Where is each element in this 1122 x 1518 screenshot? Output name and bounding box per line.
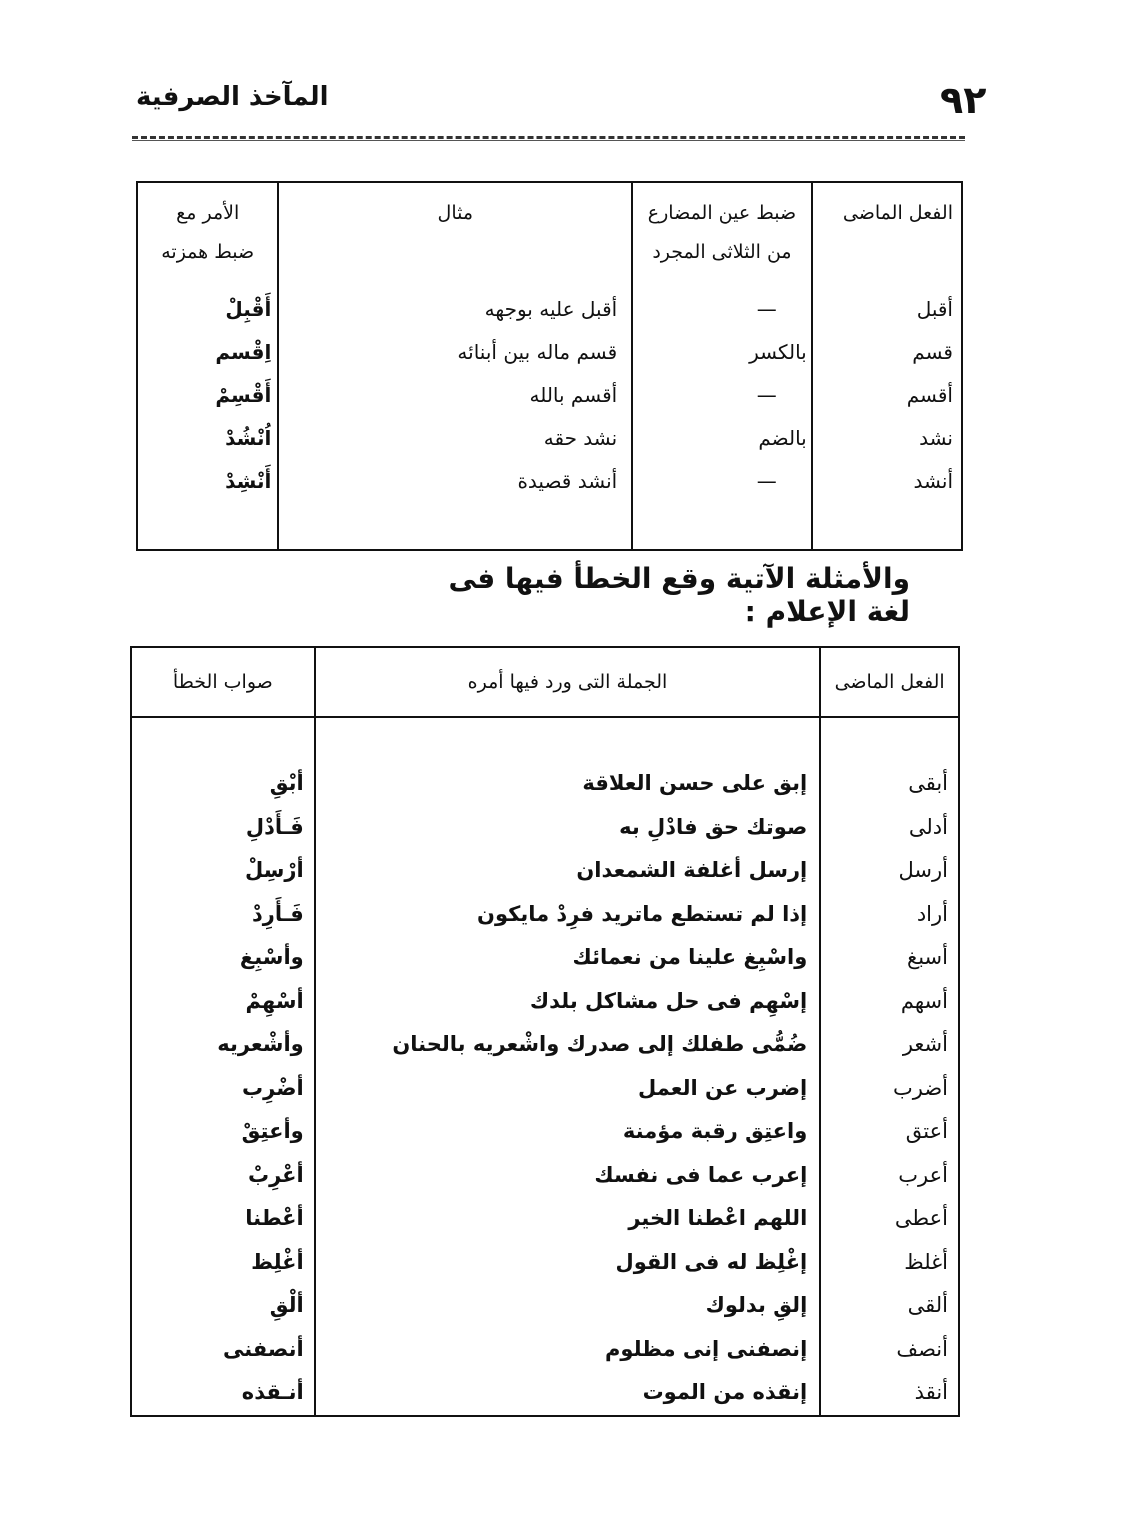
table-row: أرسل xyxy=(898,858,948,882)
table-row: فَـأَرِدْ xyxy=(252,901,304,926)
sentence-column xyxy=(315,717,821,1416)
table-row: إنصفنى إنى مظلوم xyxy=(605,1336,808,1361)
table-row: ألْقِ xyxy=(269,1293,304,1317)
table-row: أغْلِظ xyxy=(251,1249,304,1274)
table-row: أنقذ xyxy=(914,1380,948,1404)
errors-table xyxy=(130,646,960,1417)
table-row: أَقْبِلْ xyxy=(225,297,272,322)
table-row: أرْسِلْ xyxy=(245,858,304,882)
table-header-row xyxy=(131,647,959,717)
table-row: إرسل أغلفة الشمعدان xyxy=(576,858,808,882)
table-row: إنقذه من الموت xyxy=(642,1380,808,1404)
header-past xyxy=(812,182,962,282)
table-row: نشد حقه xyxy=(543,426,618,451)
table-row: أقبل عليه بوجهه xyxy=(484,297,618,322)
book-title: المآخذ الصرفية xyxy=(136,82,329,112)
table-row: أضْرِب xyxy=(242,1075,304,1100)
table-row: أعْطنا xyxy=(245,1206,304,1230)
table-row: أنشد قصيدة xyxy=(517,469,618,494)
header-divider xyxy=(132,136,965,139)
table-row: إلقِ بدلوك xyxy=(705,1293,808,1317)
table-header-row xyxy=(137,182,962,282)
header-mudari-line1: ضبط عين المضارع xyxy=(647,202,797,224)
header-example-label: مثال xyxy=(437,202,474,224)
table-row: أعْرِبْ xyxy=(247,1162,304,1187)
table-row: نشد xyxy=(919,426,953,451)
header-mudari-line2: من الثلاثى المجرد xyxy=(652,241,792,263)
past-column xyxy=(812,282,962,550)
table-row: قسم ماله بين أبنائه xyxy=(457,340,618,365)
table-row: واسْبِغ علينا من نعمائك xyxy=(572,945,808,969)
table-row: أَقْسِمْ xyxy=(215,383,272,408)
table-row: إغْلِظ له فى القول xyxy=(615,1249,808,1274)
table-row: أشعر xyxy=(902,1032,948,1056)
table-row: — xyxy=(756,383,777,408)
table-row: أنشد xyxy=(913,469,953,494)
table-row: ضُمُّى طفلك إلى صدرك واشْعريه بالحنان xyxy=(392,1032,808,1056)
table-row: أدلى xyxy=(908,814,948,839)
table-row: أنصف xyxy=(896,1336,948,1361)
header-amr-line1: الأمر مع xyxy=(176,202,240,224)
intro-text: والأمثلة الآتية وقع الخطأ فيها فى لغة الإعلام : xyxy=(448,562,910,628)
table-row: إبق على حسن العلاقة xyxy=(582,771,808,795)
table-row: أبقى xyxy=(908,771,948,795)
header-past-label: الفعل الماضى xyxy=(842,202,953,224)
table-row: إذا لم تستطع ماتريد فرِدْ مايكون xyxy=(477,901,808,926)
example-column xyxy=(278,282,632,550)
table-row: إسْهِم فى حل مشاكل بلدك xyxy=(529,988,808,1013)
table-body xyxy=(137,282,962,550)
table-row: أسبغ xyxy=(907,945,948,969)
table-row: — xyxy=(756,297,777,322)
correction-column xyxy=(131,717,315,1416)
verbs-table xyxy=(136,181,963,551)
table-row: واعتِق رقبة مؤمنة xyxy=(622,1119,808,1143)
table-row: اُنْشُدْ xyxy=(225,426,272,451)
table-row: أَنْشِدْ xyxy=(225,469,272,494)
table-row: صوتك حق فادْلِ به xyxy=(619,814,808,839)
header-example xyxy=(278,182,632,282)
page-number: ٩٢ xyxy=(940,78,987,122)
header-divider-line xyxy=(132,140,965,141)
past-column xyxy=(820,717,959,1416)
header-past: الفعل الماضى xyxy=(820,647,959,717)
table-row: أعرب xyxy=(898,1162,948,1187)
header-sentence: الجملة التى ورد فيها أمره xyxy=(315,647,821,717)
table-row: فَـأَدْلِ xyxy=(245,814,304,839)
table-row: أنـقذه xyxy=(241,1380,304,1404)
table-row: أقسم xyxy=(906,383,953,408)
header-amr xyxy=(137,182,278,282)
table-body xyxy=(131,717,959,1416)
table-row: أعطى xyxy=(894,1206,948,1230)
table-row: أضرب xyxy=(892,1075,948,1100)
header-mudari xyxy=(632,182,812,282)
table-row: بالضم xyxy=(758,426,807,451)
table-row: اِقْسم xyxy=(215,340,272,365)
table-row: أراد xyxy=(916,901,948,926)
table-row: أسهم xyxy=(900,988,948,1013)
table-row: أسْهِمْ xyxy=(245,988,304,1013)
table-row: — xyxy=(756,469,777,494)
table-row: أنصفنى xyxy=(222,1336,304,1361)
table-row: وأشْعريه xyxy=(217,1032,304,1056)
table-row: وأعتِقْ xyxy=(241,1119,304,1143)
table-row: اللهم اعْطنا الخير xyxy=(628,1206,808,1230)
table-row: إعرب عما فى نفسك xyxy=(594,1162,808,1187)
header-correction: صواب الخطأ xyxy=(131,647,315,717)
table-row: وأسْبِغ xyxy=(239,945,304,969)
table-row: ألقى xyxy=(907,1293,948,1317)
table-row: بالكسر xyxy=(749,340,807,365)
table-row: أبْقِ xyxy=(269,771,304,795)
amr-column xyxy=(137,282,278,550)
table-row: أقبل xyxy=(916,297,953,322)
table-row: إضرب عن العمل xyxy=(637,1075,808,1100)
table-row: أعتق xyxy=(905,1119,948,1143)
table-row: قسم xyxy=(912,340,953,365)
header-amr-line2: ضبط همزته xyxy=(161,241,255,263)
mudari-column xyxy=(632,282,812,550)
table-row: أغلظ xyxy=(904,1249,948,1274)
table-row: أقسم بالله xyxy=(529,383,618,408)
